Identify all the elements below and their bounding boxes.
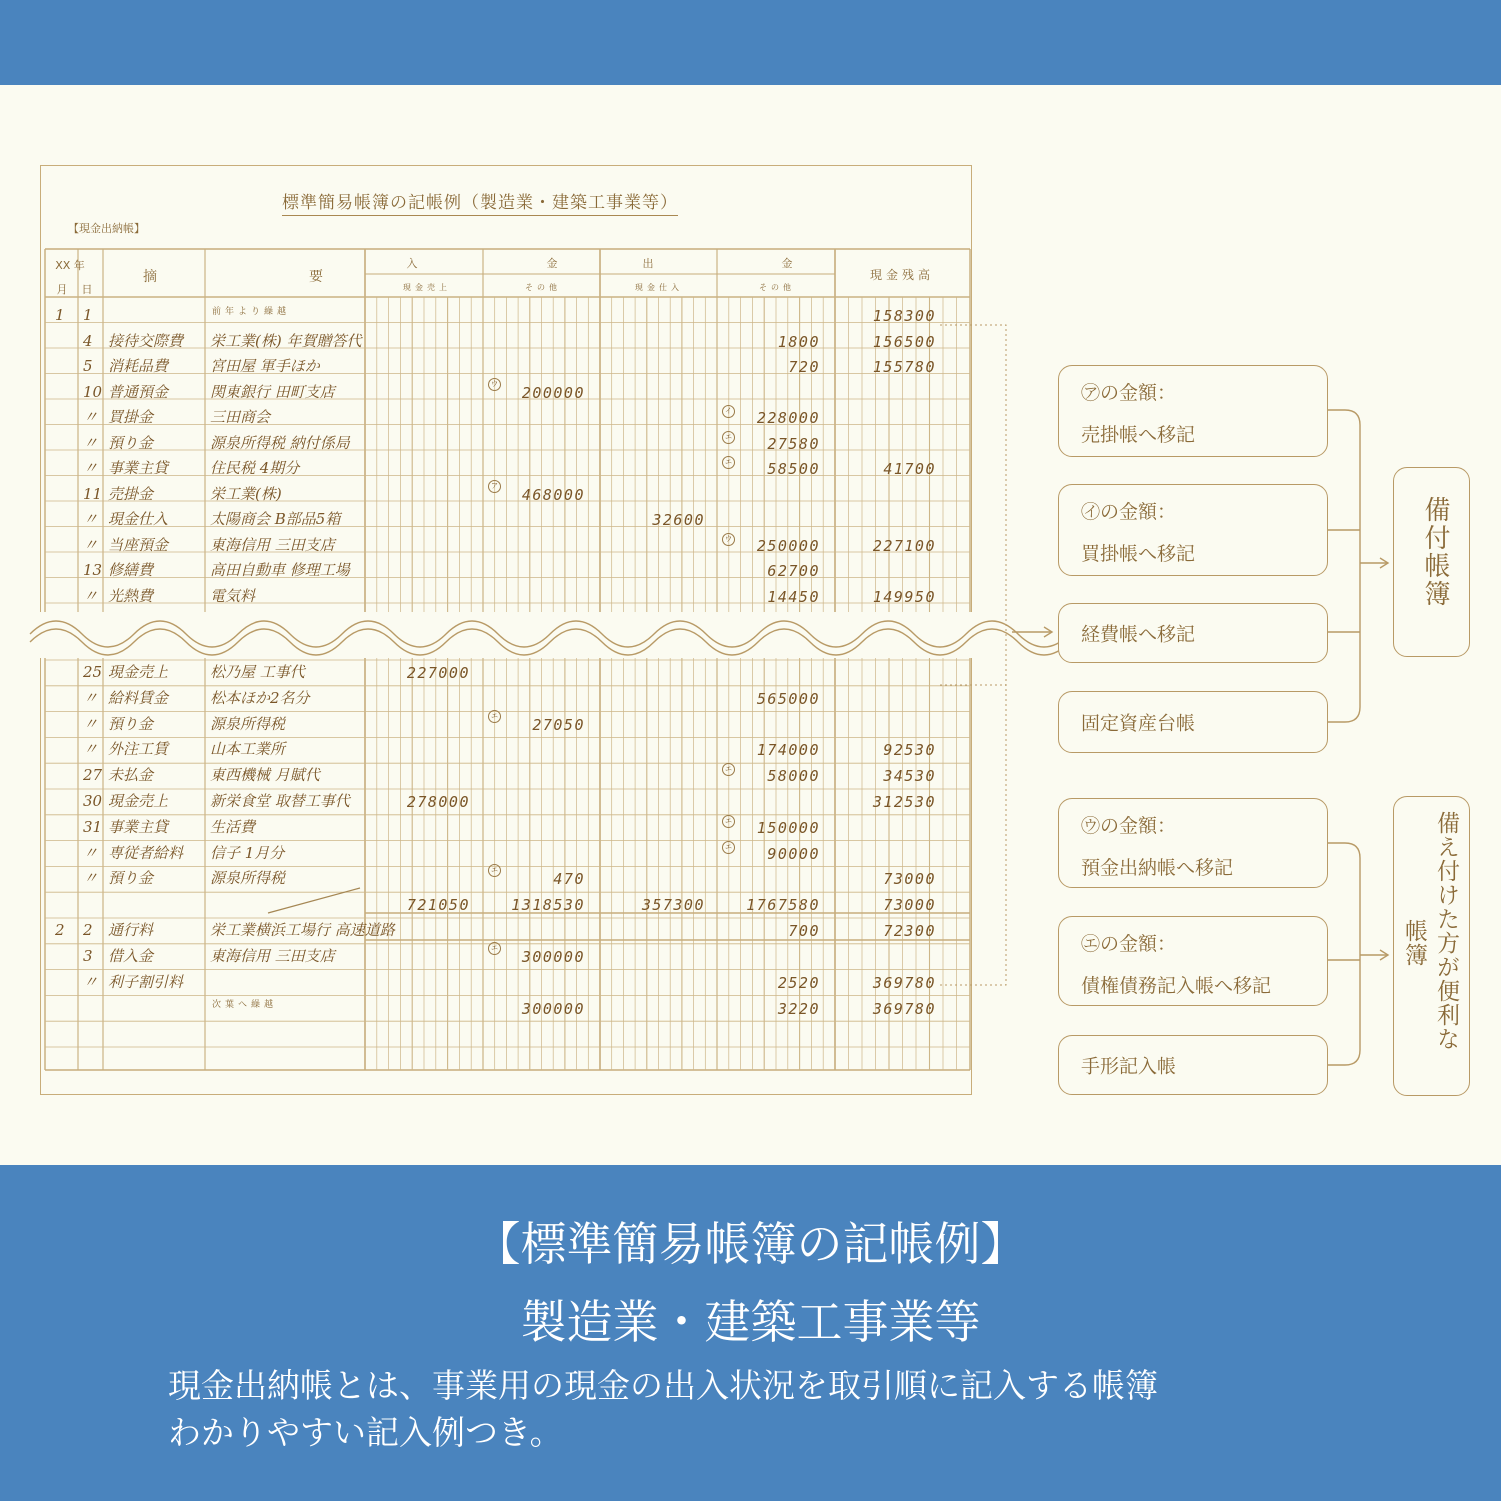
- row-account: 当座預金: [108, 535, 169, 554]
- row-description: 生活費: [210, 817, 256, 836]
- row-description: 太陽商会 B部品5箱: [210, 510, 341, 528]
- row-day: 5: [83, 357, 93, 375]
- row-day: 〃: [83, 688, 99, 707]
- row-amount-eo: 62700: [767, 562, 820, 580]
- row-amount-eo: 228000: [756, 409, 820, 427]
- row-day: 2: [83, 921, 93, 940]
- row-amount-bal: 149950: [872, 587, 936, 606]
- row-account: 普通預金: [108, 382, 169, 401]
- row-description: 東海信用 三田支店: [210, 947, 335, 965]
- row-description: 次葉へ繰越: [212, 999, 278, 1010]
- flow-box-u-title: ㋒の金額：: [1081, 815, 1177, 837]
- row-day: 10: [83, 382, 103, 401]
- flow-box-notes-text: 手形記入帳: [1081, 1055, 1177, 1078]
- group-useful-books-label-a: 備え付けた方が便利な: [1433, 811, 1459, 1051]
- row-amount-io: 200000: [521, 383, 585, 402]
- row-day: 1: [83, 306, 93, 324]
- total-eo: 1767580: [746, 896, 820, 915]
- row-account: 外注工賃: [108, 740, 169, 759]
- posting-mark-icon: エ: [722, 456, 735, 469]
- posting-mark-icon: エ: [722, 431, 735, 444]
- row-description: 源泉所得税: [210, 714, 286, 733]
- row-month: 2: [55, 921, 65, 940]
- flow-box-i-title: ㋑の金額：: [1081, 501, 1177, 523]
- header-expense-b: 金: [781, 257, 793, 270]
- row-amount-bal: 227100: [872, 536, 936, 555]
- flow-box-i-text: 買掛帳へ移記: [1081, 543, 1196, 565]
- group-useful-books-label-b: 帳簿: [1401, 919, 1427, 967]
- row-amount-eo: 565000: [756, 689, 820, 708]
- row-description: 栄工業横浜工場行 高速道路: [210, 921, 395, 940]
- header-year: XX 年: [55, 259, 85, 272]
- row-day: 〃: [83, 535, 99, 554]
- row-account: 事業主貸: [108, 817, 169, 836]
- row-description: 東海信用 三田支店: [210, 535, 335, 554]
- row-day: 〃: [83, 972, 99, 991]
- posting-mark-icon: ウ: [722, 533, 735, 546]
- row-day: 27: [83, 766, 103, 785]
- row-amount-cs: 278000: [406, 793, 470, 811]
- row-account: 事業主貸: [108, 459, 169, 477]
- row-amount-bal: 312530: [872, 793, 936, 811]
- flow-box-e-title: ㋓の金額：: [1081, 933, 1177, 955]
- header-expense: 出: [642, 257, 654, 270]
- row-amount-eo: 700: [788, 922, 820, 941]
- flow-box-u-text: 預金出納帳へ移記: [1081, 857, 1234, 879]
- row-amount-io: 468000: [521, 485, 585, 504]
- row-description: 前年より繰越: [212, 307, 291, 317]
- row-amount-bal: 73000: [883, 870, 936, 889]
- row-account: 借入金: [108, 947, 154, 965]
- row-description: 宮田屋 軍手ほか: [210, 357, 320, 375]
- flow-box-a-title: ㋐の金額：: [1081, 382, 1177, 404]
- row-day: 31: [83, 817, 103, 836]
- row-account: 買掛金: [108, 408, 154, 426]
- header-day: 日: [81, 283, 93, 296]
- row-day: 〃: [83, 510, 99, 528]
- row-description: 源泉所得税 納付係局: [210, 433, 350, 452]
- ledger-book-name: 【現金出納帳】: [68, 222, 145, 235]
- row-amount-bal: 156500: [872, 332, 936, 351]
- row-description: 山本工業所: [210, 740, 286, 759]
- header-summary-a: 摘: [143, 269, 157, 285]
- row-day: 4: [83, 331, 93, 350]
- row-description: 電気料: [210, 586, 256, 605]
- flow-box-expense-text: 経費帳へ移記: [1081, 623, 1196, 646]
- row-amount-eo: 90000: [767, 844, 820, 863]
- row-account: 現金売上: [108, 663, 169, 681]
- row-description: 源泉所得税: [210, 869, 286, 888]
- posting-mark-icon: エ: [722, 763, 735, 776]
- row-description: 東西機械 月賦代: [210, 766, 320, 785]
- row-account: 専従者給料: [108, 843, 184, 862]
- row-day: 〃: [83, 869, 99, 888]
- row-account: 通行料: [108, 921, 154, 940]
- row-day: 13: [83, 561, 103, 579]
- row-amount-io: 300000: [521, 999, 585, 1018]
- row-amount-eo: 1800: [777, 332, 820, 351]
- row-account: 現金売上: [108, 792, 169, 810]
- row-day: 30: [83, 792, 103, 810]
- row-day: 〃: [83, 408, 99, 426]
- row-amount-eo: 14450: [767, 587, 820, 606]
- row-day: 〃: [83, 714, 99, 733]
- posting-mark-icon: エ: [488, 864, 501, 877]
- row-amount-bal: 34530: [883, 767, 936, 786]
- row-day: 3: [83, 947, 93, 965]
- header-income-b: 金: [546, 257, 558, 270]
- row-amount-bal: 369780: [872, 973, 936, 992]
- row-amount-eo: 150000: [756, 818, 820, 837]
- row-description: 栄工業(株) 年賀贈答代: [210, 331, 362, 350]
- row-amount-eo: 3220: [777, 999, 820, 1018]
- row-amount-eo: 58000: [767, 767, 820, 786]
- row-amount-bal: 155780: [872, 358, 936, 376]
- row-account: 預り金: [108, 433, 154, 452]
- row-description: 関東銀行 田町支店: [210, 382, 335, 401]
- row-amount-eo: 2520: [777, 973, 820, 992]
- row-account: 修繕費: [108, 561, 154, 579]
- header-income: 入: [406, 257, 418, 270]
- row-description: 高田自動車 修理工場: [210, 561, 350, 579]
- group-required-books-label: 備付帳簿: [1420, 496, 1450, 608]
- flow-box-fixed-assets-text: 固定資産台帳: [1081, 712, 1196, 735]
- row-amount-bal: 369780: [872, 999, 936, 1018]
- row-description: 栄工業(株): [210, 484, 282, 503]
- row-description: 松本ほか2名分: [210, 688, 310, 707]
- row-amount-bal: 72300: [883, 922, 936, 941]
- row-amount-io: 300000: [521, 948, 585, 966]
- row-day: 〃: [83, 740, 99, 759]
- row-description: 信子 1月分: [210, 843, 285, 862]
- row-account: 現金仕入: [108, 510, 169, 528]
- row-amount-cs: 227000: [406, 664, 470, 682]
- row-amount-eo: 174000: [756, 741, 820, 760]
- row-month: 1: [55, 306, 65, 324]
- posting-mark-icon: エ: [488, 710, 501, 723]
- posting-mark-icon: ウ: [488, 378, 501, 391]
- posting-mark-icon: ア: [488, 480, 501, 493]
- row-account: 預り金: [108, 869, 154, 888]
- row-amount-cp: 32600: [652, 511, 705, 529]
- row-account: 消耗品費: [108, 357, 169, 375]
- total-cp: 357300: [641, 896, 705, 915]
- caption-subtitle: 製造業・建築工事業等: [520, 1295, 981, 1349]
- header-cash-sales: 現金売上: [403, 283, 451, 292]
- header-month: 月: [56, 283, 68, 296]
- row-amount-eo: 27580: [767, 434, 820, 453]
- total-io: 1318530: [511, 896, 585, 915]
- row-account: 未払金: [108, 766, 154, 785]
- header-cash-purchase: 現金仕入: [635, 283, 683, 292]
- posting-mark-icon: イ: [722, 405, 735, 418]
- row-day: 11: [83, 484, 103, 503]
- row-amount-io: 470: [553, 870, 585, 889]
- total-bal: 73000: [883, 896, 936, 915]
- row-day: 〃: [83, 586, 99, 605]
- row-amount-bal: 92530: [883, 741, 936, 760]
- row-day: 25: [83, 663, 103, 681]
- caption-description: 現金出納帳とは、事業用の現金の出入状況を取引順に記入する帳簿: [168, 1366, 1158, 1405]
- caption-note: わかりやすい記入例つき。: [168, 1413, 563, 1452]
- row-account: 利子割引料: [108, 972, 184, 991]
- row-account: 光熱費: [108, 586, 154, 605]
- header-summary-b: 要: [309, 269, 323, 285]
- row-description: 新栄食堂 取替工事代: [210, 792, 350, 810]
- row-amount-io: 27050: [532, 715, 585, 734]
- row-description: 住民税 4期分: [210, 459, 300, 477]
- caption-title: 【標準簡易帳簿の記帳例】: [474, 1217, 1027, 1271]
- row-description: 三田商会: [210, 408, 271, 426]
- row-amount-eo: 250000: [756, 536, 820, 555]
- row-amount-eo: 58500: [767, 460, 820, 478]
- row-day: 〃: [83, 843, 99, 862]
- row-account: 売掛金: [108, 484, 154, 503]
- total-cs: 721050: [406, 896, 470, 915]
- header-income-other: その他: [525, 283, 561, 292]
- row-amount-eo: 720: [788, 358, 820, 376]
- posting-mark-icon: エ: [488, 942, 501, 955]
- flow-box-e-text: 債権債務記入帳へ移記: [1081, 975, 1272, 997]
- posting-mark-icon: エ: [722, 815, 735, 828]
- row-account: 給料賃金: [108, 688, 169, 707]
- posting-mark-icon: エ: [722, 841, 735, 854]
- row-account: 接待交際費: [108, 331, 184, 350]
- row-amount-bal: 41700: [883, 460, 936, 478]
- row-day: 〃: [83, 433, 99, 452]
- row-account: 預り金: [108, 714, 154, 733]
- row-amount-bal: 158300: [872, 307, 936, 325]
- header-balance: 現金残高: [869, 268, 935, 282]
- row-day: 〃: [83, 459, 99, 477]
- row-description: 松乃屋 工事代: [210, 663, 305, 681]
- ledger-title: 標準簡易帳簿の記帳例（製造業・建築工事業等）: [282, 188, 678, 216]
- header-expense-other: その他: [759, 283, 795, 292]
- flow-box-a-text: 売掛帳へ移記: [1081, 424, 1196, 446]
